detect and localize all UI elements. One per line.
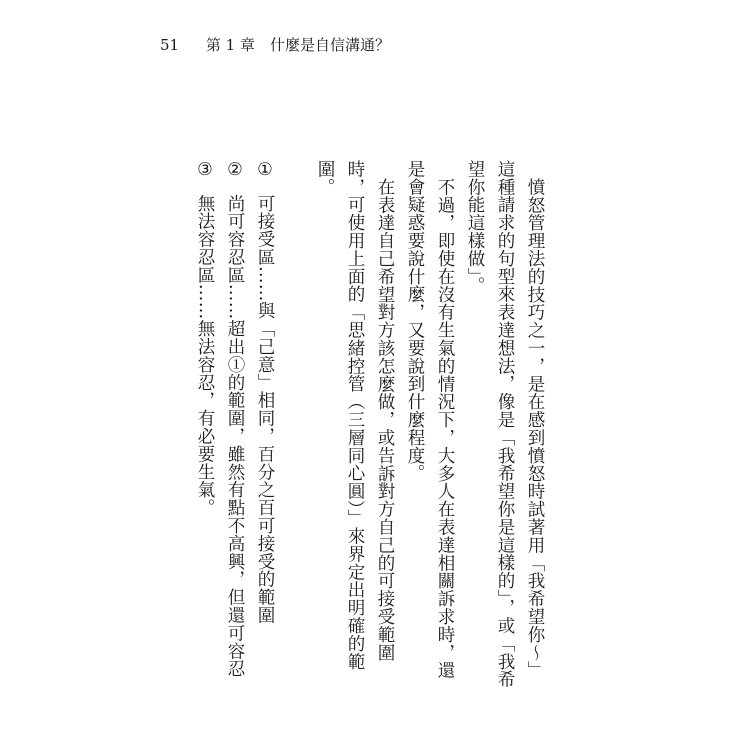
paragraph: 憤怒管理法的技巧之一，是在感到憤怒時試著用「我希望你～」這種請求的句型來表達想法，像是「我希望你是這樣的」，或「我希望你能這樣做」。: [465, 160, 545, 689]
page-header: [160, 34, 390, 55]
list-marker: ②: [225, 160, 245, 181]
chapter-title: 第 1 章 什麼是自信溝通？: [205, 36, 390, 54]
paragraph-spacer: [280, 160, 310, 690]
list-item: [250, 160, 280, 690]
list-item-text: 尚可容忍區……超出①的範圍，雖然有點不高興，但還可容忍: [225, 194, 245, 678]
page-number: 51: [160, 36, 180, 54]
list-item-text: 可接受區……與「己意」相同，百分之百可接受的範圍: [255, 194, 275, 625]
list-item-text: 無法容忍區……無法容忍，有必要生氣。: [195, 194, 215, 517]
list-marker: ③: [195, 160, 215, 181]
list-item: [220, 160, 250, 690]
vertical-body-text: [190, 160, 550, 690]
list-marker: ①: [255, 160, 275, 181]
paragraph: 在表達自己希望對方該怎麼做，或告訴對方自己的可接受範圍時，可使用上面的「思緒控管（三層同心圓）」來界定出明確的範圍。: [315, 160, 395, 671]
list-item: [190, 160, 220, 690]
paragraph: 不過，即使在沒有生氣的情況下，大多人在表達相關訴求時，還是會疑惑要說什麼，又要說到什麼程度。: [405, 160, 455, 679]
